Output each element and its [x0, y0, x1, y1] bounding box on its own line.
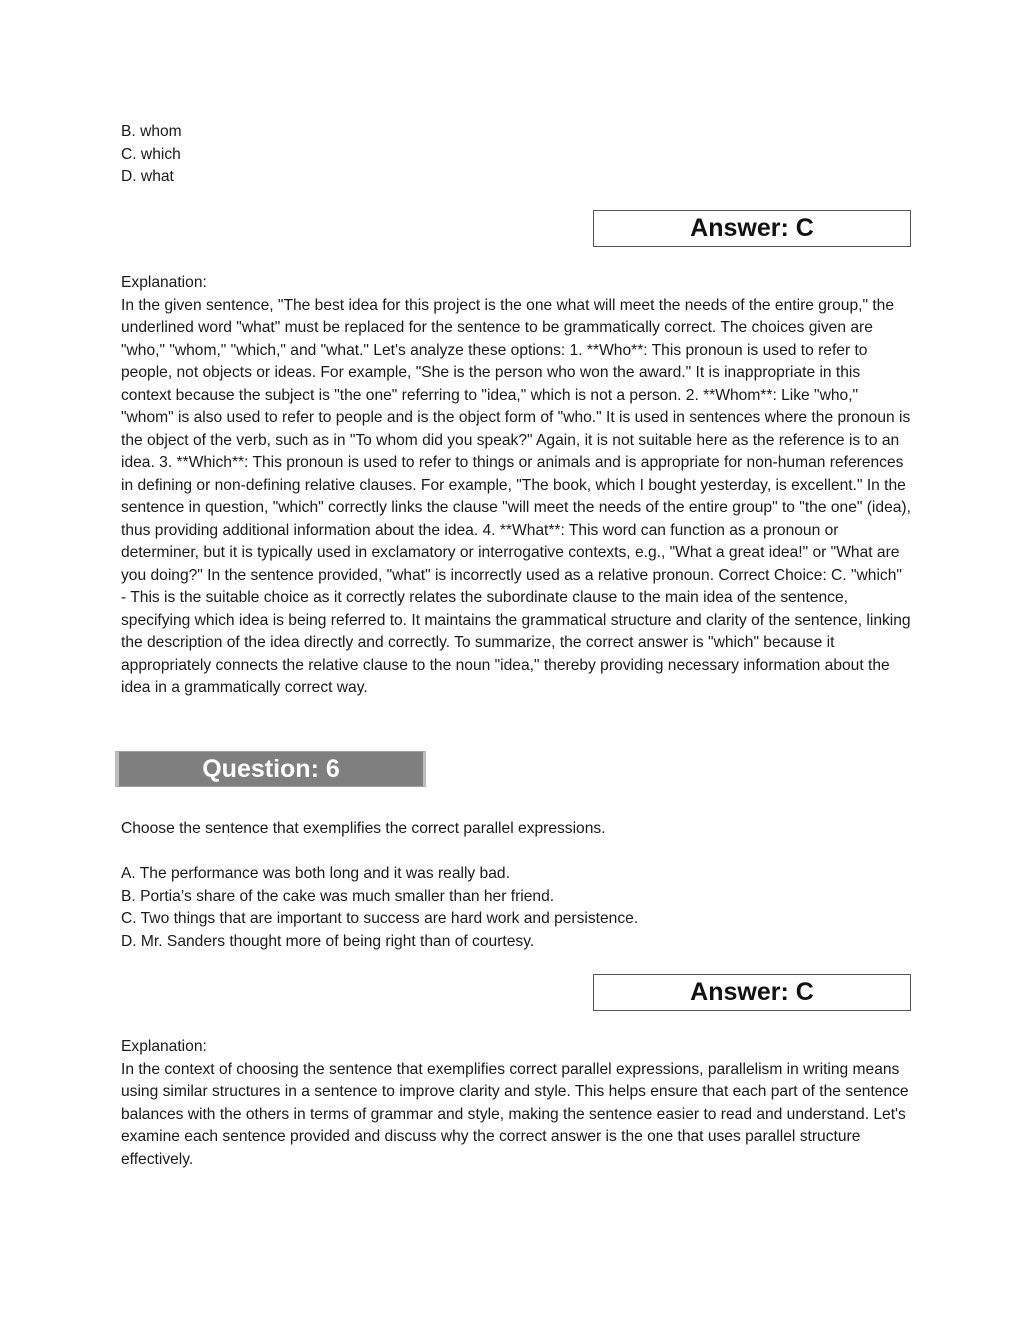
q6-explanation-label: Explanation: — [121, 1038, 207, 1055]
question-6-banner: Question: 6 — [115, 751, 426, 787]
q6-option-a: A. The performance was both long and it was really bad. — [121, 865, 510, 882]
q6-option-c: C. Two things that are important to success are hard work and persistence. — [121, 910, 639, 927]
q6-option-d: D. Mr. Sanders thought more of being right than of courtesy. — [121, 932, 535, 950]
q5-option-c: C. which — [121, 145, 181, 163]
q5-answer-box: Answer: C — [593, 210, 911, 247]
q5-explanation-label: Explanation: — [121, 274, 207, 291]
q6-answer-box: Answer: C — [593, 974, 911, 1011]
q6-explanation-text: In the context of choosing the sentence that exemplifies correct parallel expressions, parallelism in writing means using similar structures in a sentence to improve clarity and style. This helps ensure that each part of the sentence balances with the others in terms of grammar and style, making the sentence easier to read and understand. Let's examine each sentence provided and discuss why the correct answer is the one that uses parallel structure effectively. — [121, 1060, 909, 1168]
q6-explanation — [121, 1036, 911, 1171]
q5-option-d: D. what — [121, 168, 174, 185]
q5-options — [121, 121, 911, 189]
q5-option-b: B. whom — [121, 123, 182, 140]
q6-prompt: Choose the sentence that exemplifies the correct parallel expressions. — [121, 820, 606, 837]
q5-explanation — [121, 272, 911, 700]
q5-explanation-text: In the given sentence, "The best idea for this project is the one what will meet the needs of the entire group," the underlined word "what" must be replaced for the sentence to be grammatically correct. The choices given are "who," "whom," "which," and "what." Let's analyze these options: 1. **Who**: This pronoun is used to refer to people, not objects or ideas. For example, "She is the person who won the award." It is inappropriate in this context because the subject is "the one" referring to "idea," which is not a person. 2. **Whom**: Like "who," "whom" is also used to refer to people and is the object form of "who." It is used in sentences where the pronoun is the object of the verb, such as in "To whom did you speak?" Again, it is not suitable here as the reference is to an idea. 3. **Which**: This pronoun is used to refer to things or animals and is appropriate for non-human references in defining or non-defining relative clauses. For example, "The book, which I bought yesterday, is excellent." In the sentence in question, "which" correctly links the clause "will meet the needs of the entire group" to "the one" (idea), thus providing additional information about the idea. 4. **What**: This word can function as a pronoun or determiner, but it is typically used in exclamatory or interrogative contexts, e.g., "What a great idea!" or "What are you doing?" In the sentence provided, "what" is incorrectly used as a relative pronoun. Correct Choice: C. "which" - This is the suitable choice as it correctly relates the subordinate clause to the main idea of the sentence, specifying which idea is being referred to. It maintains the grammatical structure and clarity of the sentence, linking the description of the idea directly and correctly. To summarize, the correct answer is "which" because it appropriately connects the relative clause to the noun "idea," thereby providing necessary information about the idea in a grammatically correct way. — [121, 296, 911, 696]
q6-option-b: B. Portia’s share of the cake was much smaller than her friend. — [121, 887, 555, 905]
q6-options — [121, 863, 911, 953]
